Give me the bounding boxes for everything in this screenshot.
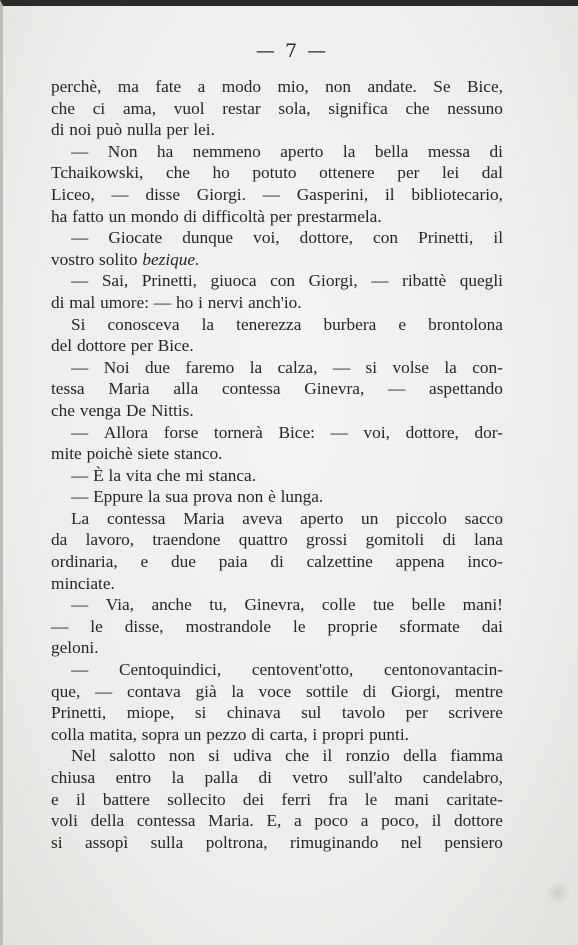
- text-line: ha fatto un mondo di difficoltà per prestarmela.: [51, 206, 382, 226]
- text-line: — Eppure la sua prova non è lunga.: [71, 487, 324, 507]
- text-line: — È la vita che mi stanca.: [71, 465, 257, 485]
- body-text: [51, 76, 503, 853]
- text-line: — Allora forse tornerà Bice: — voi, dottore, dor-: [71, 422, 503, 442]
- text-line: da lavoro, traendone quattro grossi gomitoli di lana: [51, 530, 503, 550]
- text-line: vostro solito bezique.: [51, 249, 200, 269]
- text-line: che ci ama, vuol restar sola, significa che nessuno: [51, 98, 503, 118]
- text-line: — Sai, Prinetti, giuoca con Giorgi, — ribattè quegli: [71, 271, 503, 291]
- page-number: — 7 —: [255, 40, 329, 62]
- text-line: — Noi due faremo la calza, — si volse la con-: [71, 357, 503, 377]
- text-line: — Via, anche tu, Ginevra, colle tue belle mani!: [71, 595, 503, 615]
- text-line: di mal umore: — ho i nervi anch'io.: [51, 292, 302, 312]
- text-line: ordinaria, e due paia di calzettine appena inco-: [51, 552, 503, 572]
- text-line: del dottore per Bice.: [51, 336, 194, 356]
- text-line: e il battere sollecito dei ferri fra le mani caritate-: [51, 789, 503, 809]
- text-line: Tchaikowski, che ho potuto ottenere per lei dal: [51, 163, 503, 183]
- text-line: — Centoquindici, centovent'otto, centonovantacin-: [71, 660, 503, 680]
- text-line: Si conosceva la tenerezza burbera e brontolona: [71, 314, 503, 334]
- text-line: — Giocate dunque voi, dottore, con Prinetti, il: [71, 228, 503, 248]
- text-line: La contessa Maria aveva aperto un piccolo sacco: [71, 508, 503, 528]
- text-line: colla matita, sopra un pezzo di carta, i propri punti.: [51, 724, 409, 744]
- text-line: Prinetti, miope, si chinava sul tavolo per scrivere: [51, 703, 503, 723]
- text-line: Nel salotto non si udiva che il ronzio della fiamma: [71, 746, 503, 766]
- text-line: minciate.: [51, 573, 115, 593]
- text-line: que, — contava già la voce sottile di Giorgi, mentre: [51, 681, 503, 701]
- text-line: di noi può nulla per lei.: [51, 120, 215, 140]
- text-line: che venga De Nittis.: [51, 400, 194, 420]
- text-line: chiusa entro la palla di vetro sull'alto candelabro,: [51, 768, 503, 787]
- text-line: tessa Maria alla contessa Ginevra, — aspettando: [51, 379, 503, 399]
- text-line: perchè, ma fate a modo mio, non andate. Se Bice,: [51, 77, 503, 96]
- text-line: — le disse, mostrandole le proprie sformate dai: [51, 616, 503, 636]
- text-line: mite poichè siete stanco.: [51, 444, 223, 464]
- paper-stain: [546, 881, 570, 905]
- text-line: Liceo, — disse Giorgi. — Gasperini, il bibliotecario,: [51, 184, 503, 204]
- text-line: — Non ha nemmeno aperto la bella messa di: [71, 141, 503, 161]
- text-line: si assopì sulla poltrona, rimuginando nel pensiero: [51, 832, 503, 852]
- text-line: voli della contessa Maria. E, a poco a poco, il dottore: [51, 811, 503, 831]
- text-line: geloni.: [51, 638, 99, 658]
